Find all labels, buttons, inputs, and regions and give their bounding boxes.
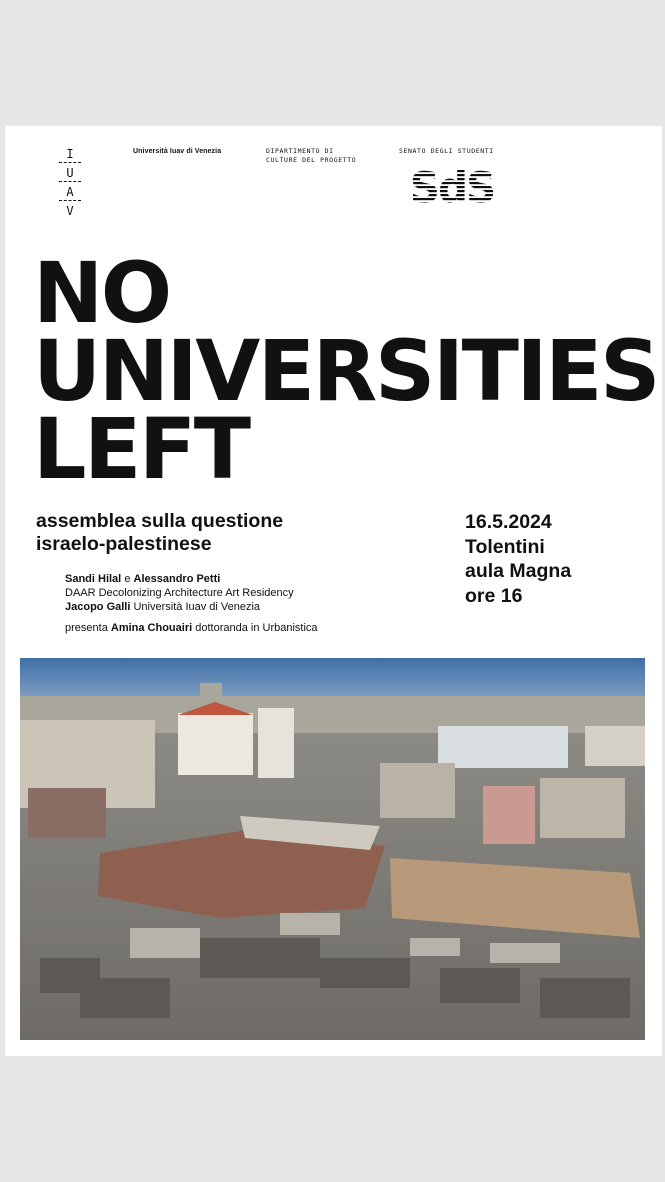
presenter-role: dottoranda in Urbanistica — [195, 622, 318, 634]
event-time: ore 16 — [465, 584, 523, 607]
presenter-name: Amina Chouairi — [110, 622, 193, 634]
department-line: DIPARTIMENTO DI — [266, 147, 334, 155]
speaker-affiliation: DAAR Decolonizing Architecture Art Residency — [65, 587, 294, 599]
event-room: aula Magna — [465, 560, 572, 582]
credits — [65, 572, 395, 635]
destroyed-campus-photo — [20, 658, 645, 1040]
subtitle-line: israelo-palestinese — [36, 533, 212, 555]
iuav-letter: U — [66, 166, 74, 180]
conjunction: e — [124, 573, 131, 585]
speaker-line — [65, 600, 395, 614]
senate-label: SENATO DEGLI STUDENTI — [399, 147, 494, 155]
presents-prefix: presenta — [65, 622, 108, 634]
speaker-name: Alessandro Petti — [133, 573, 221, 585]
event-venue: Tolentini — [465, 535, 545, 558]
headline-line: NO — [33, 244, 170, 342]
headline-line: LEFT — [33, 400, 249, 498]
iuav-logo — [57, 148, 83, 217]
event-date: 16.5.2024 — [465, 511, 552, 533]
headline-line: UNIVERSITIES — [33, 322, 659, 420]
department-line: CULTURE DEL PROGETTO — [266, 156, 357, 164]
senate-logo — [400, 162, 504, 215]
subtitle-line: assemblea sulla questione — [36, 510, 284, 532]
subtitle — [36, 510, 366, 556]
iuav-letter: V — [66, 204, 74, 218]
iuav-letter: A — [66, 185, 74, 199]
university-name: Università Iuav di Venezia — [133, 148, 222, 155]
department-name — [266, 147, 386, 165]
speaker-name: Jacopo Galli — [65, 601, 131, 613]
iuav-dash — [59, 200, 81, 201]
headline — [33, 244, 659, 498]
poster — [5, 126, 662, 1056]
iuav-letter: I — [66, 147, 74, 161]
presenter-line — [65, 621, 395, 635]
iuav-dash — [59, 181, 81, 182]
iuav-dash — [59, 162, 81, 163]
speakers-line — [65, 572, 395, 586]
event-details — [465, 510, 655, 608]
speaker-affiliation: Università Iuav di Venezia — [133, 601, 261, 613]
speaker-name: Sandi Hilal — [65, 573, 122, 585]
